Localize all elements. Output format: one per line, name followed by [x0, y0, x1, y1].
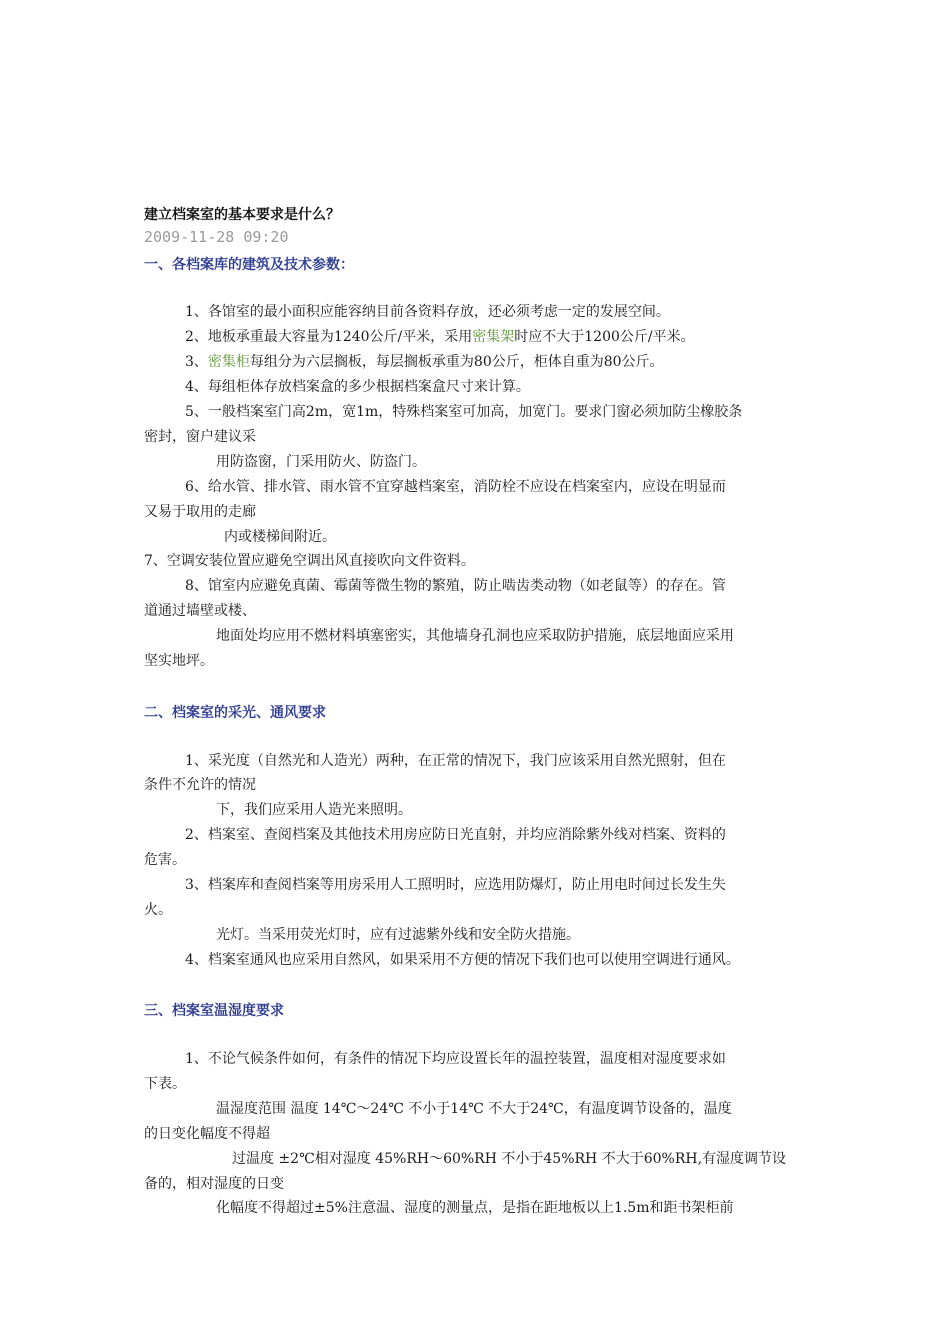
s1-item-8-line-1: 8、馆室内应避免真菌、霉菌等微生物的繁殖，防止啮齿类动物（如老鼠等）的存在。管 [185, 578, 726, 594]
article-date: 2009-11-28 09:20 [144, 228, 289, 246]
s1-item-8-line-4: 坚实地坪。 [144, 653, 214, 669]
s1-item-2 [185, 327, 695, 347]
s1-item-4: 4、每组柜体存放档案盒的多少根据档案盒尺寸来计算。 [185, 379, 530, 395]
s2-item-1-line-1: 1、采光度（自然光和人造光）两种，在正常的情况下，我门应该采用自然光照射，但在 [185, 753, 726, 769]
s1-item-6-line-3: 内或楼梯间附近。 [224, 529, 336, 545]
s3-item-1-line-7: 化幅度不得超过±5%注意温、湿度的测量点，是指在距地板以上1.5m和距书架柜前 [216, 1200, 734, 1216]
s1-item-8-line-2: 道通过墙壁或楼、 [144, 603, 256, 619]
s2-item-1-line-2: 条件不允许的情况 [144, 777, 256, 793]
section-3-heading: 三、档案室温湿度要求 [144, 1003, 284, 1019]
s1-item-1: 1、各馆室的最小面积应能容纳目前各资料存放，还必须考虑一定的发展空间。 [185, 304, 670, 320]
section-2-heading: 二、档案室的采光、通风要求 [144, 705, 326, 721]
s1-item-5-line-2: 密封，窗户建议采 [144, 429, 256, 445]
s1-item-5-line-1: 5、一般档案室门高2m，宽1m，特殊档案室可加高，加宽门。要求门窗必须加防尘橡胶条 [185, 404, 743, 420]
s3-item-1-line-3: 温湿度范围 温度 14℃～24℃ 不小于14℃ 不大于24℃，有温度调节设备的，温度 [216, 1101, 732, 1117]
s2-item-4: 4、档案室通风也应采用自然风，如果采用不方便的情况下我们也可以使用空调进行通风。 [185, 952, 740, 968]
s1-item-3-text-a: 3、 [185, 354, 208, 370]
s2-item-2-line-2: 危害。 [144, 852, 186, 868]
s2-item-1-line-3: 下，我们应采用人造光来照明。 [216, 802, 412, 818]
s1-item-3-text-b: 每组分为六层搁板，每层搁板承重为80公斤，柜体自重为80公斤。 [249, 354, 664, 370]
s2-item-2-line-1: 2、档案室、查阅档案及其他技术用房应防日光直射，并均应消除紫外线对档案、资料的 [185, 827, 726, 843]
s2-item-3-line-3: 光灯。当采用荧光灯时，应有过滤紫外线和安全防火措施。 [216, 927, 580, 943]
s1-item-7: 7、空调安装位置应避免空调出风直接吹向文件资料。 [144, 553, 475, 569]
s2-item-3-line-2: 火。 [144, 902, 172, 918]
s1-item-5-line-3: 用防盗窗，门采用防火、防盗门。 [216, 454, 426, 470]
s2-item-3-line-1: 3、档案库和查阅档案等用房采用人工照明时，应选用防爆灯，防止用电时间过长发生失 [185, 877, 726, 893]
article-title: 建立档案室的基本要求是什么？ [144, 207, 340, 223]
s3-item-1-line-6: 备的，相对湿度的日变 [144, 1176, 284, 1192]
section-1-heading: 一、各档案库的建筑及技术参数： [144, 257, 354, 273]
s3-item-1-line-5: 过温度 ±2℃相对湿度 45%RH～60%RH 不小于45%RH 不大于60%RH,有湿度调节设 [232, 1151, 787, 1167]
compact-cabinet-link[interactable]: 密集柜 [207, 354, 250, 370]
s1-item-8-line-3: 地面处均应用不燃材料填塞密实，其他墙身孔洞也应采取防护措施，底层地面应采用 [216, 628, 734, 644]
s1-item-6-line-2: 又易于取用的走廊 [144, 504, 256, 520]
mobile-shelving-link[interactable]: 密集架 [472, 329, 515, 345]
s1-item-6-line-1: 6、给水管、排水管、雨水管不宜穿越档案室，消防栓不应设在档案室内，应设在明显而 [185, 479, 726, 495]
s1-item-3 [185, 352, 664, 372]
s3-item-1-line-4: 的日变化幅度不得超 [144, 1126, 270, 1142]
s3-item-1-line-2: 下表。 [144, 1076, 186, 1092]
s1-item-2-text-a: 2、地板承重最大容量为1240公斤/平米，采用 [185, 329, 473, 345]
s3-item-1-line-1: 1、不论气候条件如何，有条件的情况下均应设置长年的温控装置，温度相对湿度要求如 [185, 1051, 726, 1067]
s1-item-2-text-b: 时应不大于1200公斤/平米。 [514, 329, 695, 345]
